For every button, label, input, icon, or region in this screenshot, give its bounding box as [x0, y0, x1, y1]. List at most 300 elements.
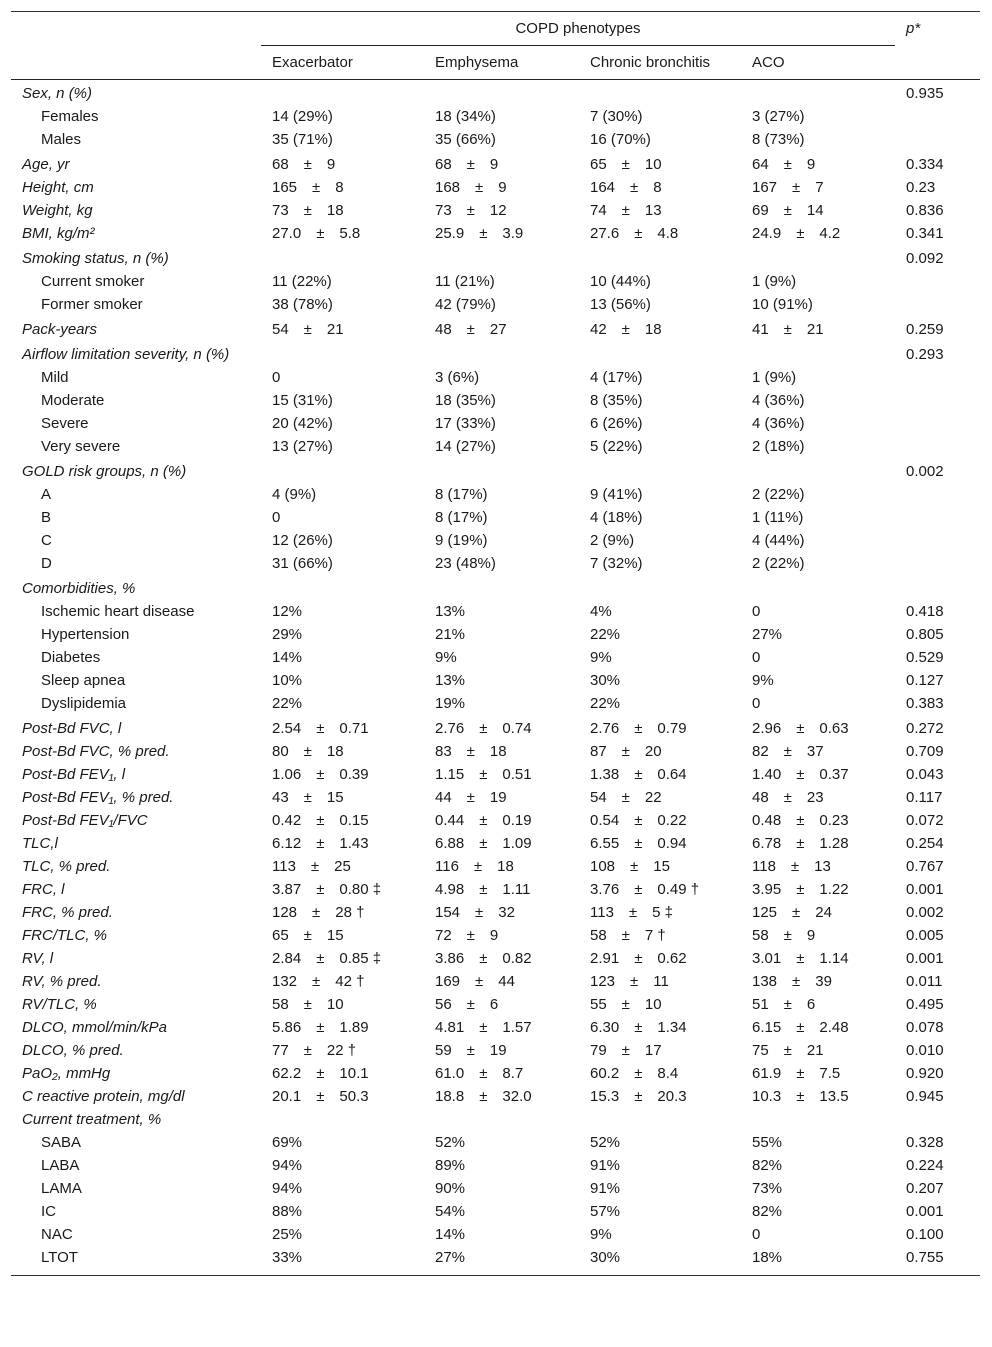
cell-emphysema: 3 (6%) — [435, 369, 480, 386]
table-row — [11, 506, 980, 529]
cell-exacerbator: 54 ± 21 — [272, 321, 344, 338]
cell-chronic-bronchitis — [579, 245, 741, 270]
cell-aco — [741, 458, 895, 483]
bottom-rule — [11, 1275, 980, 1276]
table-row — [11, 993, 980, 1016]
table-row — [11, 947, 980, 970]
cell-aco: 167 ± 7 — [752, 179, 824, 196]
cell-emphysema: 1.15 ± 0.51 — [435, 766, 532, 783]
cell-emphysema: 9 (19%) — [435, 532, 488, 549]
row-label: PaO₂, mmHg — [22, 1065, 111, 1082]
cell-emphysema: 61.0 ± 8.7 — [435, 1065, 524, 1082]
table-row — [11, 669, 980, 692]
cell-aco — [741, 80, 895, 106]
cell-p-value: 0.529 — [906, 649, 944, 666]
cell-emphysema: 13% — [435, 672, 466, 689]
cell-chronic-bronchitis: 6.30 ± 1.34 — [590, 1019, 687, 1036]
cell-exacerbator: 27.0 ± 5.8 — [272, 225, 361, 242]
table-row — [11, 1223, 980, 1246]
cell-p-value — [895, 128, 980, 151]
header-empty-cell — [11, 12, 261, 47]
cell-emphysema: 11 (21%) — [435, 273, 495, 290]
table-row — [11, 740, 980, 763]
cell-chronic-bronchitis: 3.76 ± 0.49 † — [590, 881, 700, 898]
cell-emphysema: 48 ± 27 — [435, 321, 507, 338]
table-row — [11, 366, 980, 389]
table-container — [11, 11, 980, 1276]
cell-exacerbator: 0 — [272, 509, 281, 526]
row-label: D — [41, 555, 52, 572]
table-row — [11, 786, 980, 809]
cell-p-value — [895, 389, 980, 412]
cell-aco: 3 (27%) — [752, 108, 805, 125]
table-row — [11, 1246, 980, 1275]
cell-p-value: 0.418 — [906, 603, 944, 620]
table-row — [11, 270, 980, 293]
row-label: FRC/TLC, % — [22, 927, 108, 944]
cell-aco: 10 (91%) — [752, 296, 813, 313]
cell-chronic-bronchitis: 91% — [590, 1180, 621, 1197]
cell-aco: 3.95 ± 1.22 — [752, 881, 849, 898]
table-row — [11, 1154, 980, 1177]
table-row — [11, 1200, 980, 1223]
cell-aco: 0 — [752, 603, 761, 620]
row-label: RV, % pred. — [22, 973, 102, 990]
cell-exacerbator: 22% — [272, 695, 303, 712]
row-label: TLC, % pred. — [22, 858, 111, 875]
column-header-aco: ACO — [752, 54, 785, 71]
cell-chronic-bronchitis: 15.3 ± 20.3 — [590, 1088, 687, 1105]
cell-aco: 82% — [752, 1157, 783, 1174]
table-row — [11, 341, 980, 366]
cell-aco: 1.40 ± 0.37 — [752, 766, 849, 783]
cell-p-value: 0.127 — [906, 672, 944, 689]
cell-chronic-bronchitis: 65 ± 10 — [590, 156, 662, 173]
cell-p-value: 0.259 — [906, 321, 944, 338]
copd-phenotypes-table — [11, 11, 980, 1275]
cell-chronic-bronchitis: 9% — [590, 1226, 612, 1243]
cell-aco: 61.9 ± 7.5 — [752, 1065, 841, 1082]
table-row — [11, 1177, 980, 1200]
cell-emphysema: 154 ± 32 — [435, 904, 515, 921]
table-row — [11, 412, 980, 435]
cell-exacerbator: 128 ± 28 † — [272, 904, 365, 921]
cell-emphysema: 13% — [435, 603, 466, 620]
table-row — [11, 1062, 980, 1085]
row-label: Comorbidities, % — [22, 580, 136, 597]
cell-chronic-bronchitis: 4% — [590, 603, 612, 620]
cell-aco: 2 (18%) — [752, 438, 805, 455]
cell-exacerbator: 132 ± 42 † — [272, 973, 365, 990]
cell-p-value: 0.092 — [906, 250, 944, 267]
cell-aco: 1 (11%) — [752, 509, 804, 526]
cell-p-value: 0.383 — [906, 695, 944, 712]
row-label: Post-Bd FEV₁, l — [22, 766, 126, 783]
cell-p-value: 0.010 — [906, 1042, 944, 1059]
cell-emphysema: 54% — [435, 1203, 466, 1220]
cell-emphysema: 19% — [435, 695, 466, 712]
group-header-cell — [261, 12, 895, 47]
table-row — [11, 1085, 980, 1108]
cell-chronic-bronchitis: 7 (32%) — [590, 555, 643, 572]
cell-aco: 3.01 ± 1.14 — [752, 950, 849, 967]
cell-p-value: 0.334 — [906, 156, 944, 173]
cell-emphysema: 59 ± 19 — [435, 1042, 507, 1059]
cell-emphysema: 18.8 ± 32.0 — [435, 1088, 532, 1105]
group-header: COPD phenotypes — [261, 12, 895, 46]
cell-chronic-bronchitis: 108 ± 15 — [590, 858, 670, 875]
cell-exacerbator: 13 (27%) — [272, 438, 333, 455]
cell-chronic-bronchitis: 4 (17%) — [590, 369, 643, 386]
table-body — [11, 80, 980, 1276]
cell-aco: 55% — [752, 1134, 783, 1151]
table-row — [11, 901, 980, 924]
cell-emphysema: 168 ± 9 — [435, 179, 507, 196]
cell-p-value: 0.043 — [906, 766, 944, 783]
table-row — [11, 199, 980, 222]
cell-exacerbator: 33% — [272, 1249, 303, 1266]
cell-chronic-bronchitis: 42 ± 18 — [590, 321, 662, 338]
table-row — [11, 552, 980, 575]
cell-aco: 0.48 ± 0.23 — [752, 812, 849, 829]
cell-chronic-bronchitis: 5 (22%) — [590, 438, 643, 455]
cell-chronic-bronchitis: 22% — [590, 626, 621, 643]
row-label: DLCO, % pred. — [22, 1042, 124, 1059]
cell-aco: 4 (36%) — [752, 415, 805, 432]
cell-p-value: 0.001 — [906, 1203, 944, 1220]
cell-aco: 1 (9%) — [752, 369, 797, 386]
row-label: Severe — [41, 415, 89, 432]
row-label: Smoking status, n (%) — [22, 250, 169, 267]
cell-exacerbator: 88% — [272, 1203, 303, 1220]
cell-aco — [741, 341, 895, 366]
cell-emphysema: 4.98 ± 1.11 — [435, 881, 531, 898]
cell-chronic-bronchitis: 52% — [590, 1134, 621, 1151]
cell-exacerbator: 25% — [272, 1226, 303, 1243]
cell-exacerbator — [261, 245, 424, 270]
cell-chronic-bronchitis: 123 ± 11 — [590, 973, 669, 990]
cell-aco — [741, 245, 895, 270]
cell-p-value: 0.328 — [906, 1134, 944, 1151]
table-row — [11, 646, 980, 669]
cell-emphysema: 21% — [435, 626, 466, 643]
cell-aco — [741, 575, 895, 600]
table-row — [11, 293, 980, 316]
row-label: Sleep apnea — [41, 672, 126, 689]
cell-exacerbator: 14 (29%) — [272, 108, 333, 125]
cell-aco: 69 ± 14 — [752, 202, 824, 219]
column-header-exacerbator: Exacerbator — [272, 54, 353, 71]
cell-emphysema: 116 ± 18 — [435, 858, 514, 875]
cell-exacerbator — [261, 1108, 424, 1131]
table-row — [11, 832, 980, 855]
row-label: Former smoker — [41, 296, 143, 313]
cell-emphysema: 56 ± 6 — [435, 996, 499, 1013]
cell-p-value: 0.341 — [906, 225, 944, 242]
cell-exacerbator: 11 (22%) — [272, 273, 332, 290]
cell-chronic-bronchitis: 55 ± 10 — [590, 996, 662, 1013]
cell-aco: 4 (44%) — [752, 532, 805, 549]
cell-p-value: 0.224 — [906, 1157, 944, 1174]
cell-emphysema: 68 ± 9 — [435, 156, 499, 173]
cell-p-value: 0.005 — [906, 927, 944, 944]
cell-exacerbator: 0.42 ± 0.15 — [272, 812, 369, 829]
cell-chronic-bronchitis: 22% — [590, 695, 621, 712]
cell-p-value — [895, 105, 980, 128]
cell-p-value: 0.254 — [906, 835, 944, 852]
table-row — [11, 715, 980, 740]
row-label: SABA — [41, 1134, 82, 1151]
cell-chronic-bronchitis: 60.2 ± 8.4 — [590, 1065, 679, 1082]
p-value-header: p* — [906, 20, 921, 37]
cell-exacerbator: 165 ± 8 — [272, 179, 344, 196]
cell-emphysema: 18 (35%) — [435, 392, 496, 409]
cell-p-value — [895, 575, 980, 600]
row-label: Females — [41, 108, 99, 125]
cell-emphysema: 89% — [435, 1157, 466, 1174]
cell-aco — [741, 1108, 895, 1131]
cell-aco: 0 — [752, 1226, 761, 1243]
cell-emphysema: 14 (27%) — [435, 438, 496, 455]
table-row — [11, 176, 980, 199]
cell-aco: 1 (9%) — [752, 273, 797, 290]
cell-aco: 6.78 ± 1.28 — [752, 835, 849, 852]
cell-chronic-bronchitis — [579, 341, 741, 366]
cell-p-value: 0.836 — [906, 202, 944, 219]
cell-p-value — [895, 270, 980, 293]
cell-exacerbator: 12% — [272, 603, 303, 620]
row-label: Height, cm — [22, 179, 94, 196]
row-label: RV, l — [22, 950, 54, 967]
cell-aco: 82% — [752, 1203, 783, 1220]
table-row — [11, 222, 980, 245]
cell-exacerbator: 113 ± 25 — [272, 858, 351, 875]
table-row — [11, 1108, 980, 1131]
cell-chronic-bronchitis — [579, 575, 741, 600]
cell-exacerbator: 77 ± 22 † — [272, 1042, 357, 1059]
cell-chronic-bronchitis: 1.38 ± 0.64 — [590, 766, 687, 783]
cell-exacerbator: 2.54 ± 0.71 — [272, 720, 369, 737]
cell-exacerbator: 35 (71%) — [272, 131, 333, 148]
cell-p-value — [895, 435, 980, 458]
cell-p-value: 0.001 — [906, 881, 944, 898]
cell-p-value: 0.002 — [906, 904, 944, 921]
cell-chronic-bronchitis: 10 (44%) — [590, 273, 651, 290]
cell-exacerbator: 94% — [272, 1157, 303, 1174]
cell-exacerbator: 80 ± 18 — [272, 743, 344, 760]
cell-exacerbator: 29% — [272, 626, 303, 643]
cell-p-value: 0.293 — [906, 346, 944, 363]
cell-chronic-bronchitis: 57% — [590, 1203, 621, 1220]
cell-emphysema — [424, 575, 579, 600]
row-label: TLC,l — [22, 835, 58, 852]
cell-chronic-bronchitis: 9 (41%) — [590, 486, 643, 503]
table-row — [11, 970, 980, 993]
cell-p-value: 0.767 — [906, 858, 944, 875]
cell-emphysema: 52% — [435, 1134, 466, 1151]
cell-emphysema: 73 ± 12 — [435, 202, 507, 219]
cell-emphysema — [424, 80, 579, 106]
table-row — [11, 1039, 980, 1062]
table-row — [11, 878, 980, 901]
cell-emphysema — [424, 245, 579, 270]
table-row — [11, 435, 980, 458]
header-row-columns — [11, 46, 980, 80]
cell-aco: 125 ± 24 — [752, 904, 832, 921]
cell-exacerbator: 0 — [272, 369, 281, 386]
row-label: Moderate — [41, 392, 105, 409]
row-label: Hypertension — [41, 626, 130, 643]
cell-chronic-bronchitis: 13 (56%) — [590, 296, 651, 313]
cell-p-value: 0.001 — [906, 950, 944, 967]
row-label: FRC, % pred. — [22, 904, 113, 921]
cell-chronic-bronchitis: 27.6 ± 4.8 — [590, 225, 679, 242]
row-label: Pack-years — [22, 321, 98, 338]
cell-chronic-bronchitis: 9% — [590, 649, 612, 666]
cell-exacerbator — [261, 341, 424, 366]
cell-p-value: 0.078 — [906, 1019, 944, 1036]
cell-emphysema: 17 (33%) — [435, 415, 496, 432]
table-row — [11, 245, 980, 270]
cell-p-value — [895, 529, 980, 552]
row-label: NAC — [41, 1226, 73, 1243]
row-label: LABA — [41, 1157, 80, 1174]
cell-aco: 73% — [752, 1180, 783, 1197]
cell-emphysema: 8 (17%) — [435, 486, 488, 503]
cell-p-value — [895, 1108, 980, 1131]
table-row — [11, 105, 980, 128]
cell-chronic-bronchitis: 7 (30%) — [590, 108, 643, 125]
cell-exacerbator: 65 ± 15 — [272, 927, 344, 944]
cell-emphysema: 9% — [435, 649, 457, 666]
cell-emphysema: 42 (79%) — [435, 296, 496, 313]
cell-p-value: 0.920 — [906, 1065, 944, 1082]
cell-aco: 58 ± 9 — [752, 927, 816, 944]
row-label: Mild — [41, 369, 69, 386]
cell-exacerbator: 14% — [272, 649, 303, 666]
cell-exacerbator: 5.86 ± 1.89 — [272, 1019, 369, 1036]
cell-p-value — [895, 506, 980, 529]
table-row — [11, 1016, 980, 1039]
row-label: Post-Bd FEV₁/FVC — [22, 812, 148, 829]
cell-aco: 9% — [752, 672, 774, 689]
cell-exacerbator: 68 ± 9 — [272, 156, 336, 173]
table-row — [11, 924, 980, 947]
cell-p-value: 0.272 — [906, 720, 944, 737]
cell-p-value: 0.755 — [906, 1249, 944, 1266]
cell-exacerbator: 73 ± 18 — [272, 202, 344, 219]
cell-aco: 8 (73%) — [752, 131, 805, 148]
row-label: Post-Bd FVC, l — [22, 720, 122, 737]
cell-chronic-bronchitis: 74 ± 13 — [590, 202, 662, 219]
cell-chronic-bronchitis: 91% — [590, 1157, 621, 1174]
table-row — [11, 316, 980, 341]
cell-exacerbator: 43 ± 15 — [272, 789, 344, 806]
row-label: Current smoker — [41, 273, 145, 290]
cell-aco: 6.15 ± 2.48 — [752, 1019, 849, 1036]
row-label: RV/TLC, % — [22, 996, 97, 1013]
row-label: B — [41, 509, 52, 526]
cell-exacerbator: 1.06 ± 0.39 — [272, 766, 369, 783]
cell-chronic-bronchitis — [579, 458, 741, 483]
cell-chronic-bronchitis: 6.55 ± 0.94 — [590, 835, 687, 852]
cell-exacerbator — [261, 458, 424, 483]
row-label: GOLD risk groups, n (%) — [22, 463, 187, 480]
cell-aco: 27% — [752, 626, 783, 643]
table-row — [11, 809, 980, 832]
column-header-emphysema: Emphysema — [435, 54, 519, 71]
cell-p-value: 0.945 — [906, 1088, 944, 1105]
cell-p-value: 0.935 — [906, 85, 944, 102]
table-row — [11, 623, 980, 646]
table-row — [11, 692, 980, 715]
cell-p-value: 0.011 — [906, 973, 943, 990]
cell-exacerbator — [261, 575, 424, 600]
cell-chronic-bronchitis: 113 ± 5 ‡ — [590, 904, 673, 921]
table-row — [11, 128, 980, 151]
table-row — [11, 458, 980, 483]
cell-exacerbator: 31 (66%) — [272, 555, 333, 572]
table-row — [11, 763, 980, 786]
table-row — [11, 855, 980, 878]
cell-chronic-bronchitis: 16 (70%) — [590, 131, 651, 148]
cell-exacerbator: 20.1 ± 50.3 — [272, 1088, 369, 1105]
cell-p-value: 0.100 — [906, 1226, 944, 1243]
cell-emphysema: 27% — [435, 1249, 466, 1266]
table-row — [11, 1131, 980, 1154]
cell-emphysema: 83 ± 18 — [435, 743, 507, 760]
cell-aco: 64 ± 9 — [752, 156, 816, 173]
cell-emphysema: 72 ± 9 — [435, 927, 499, 944]
cell-chronic-bronchitis: 4 (18%) — [590, 509, 643, 526]
cell-p-value: 0.002 — [906, 463, 944, 480]
cell-exacerbator: 20 (42%) — [272, 415, 333, 432]
cell-aco: 2.96 ± 0.63 — [752, 720, 849, 737]
cell-aco: 118 ± 13 — [752, 858, 831, 875]
cell-exacerbator: 2.84 ± 0.85 ‡ — [272, 950, 382, 967]
cell-aco: 4 (36%) — [752, 392, 805, 409]
cell-emphysema: 25.9 ± 3.9 — [435, 225, 524, 242]
cell-chronic-bronchitis: 0.54 ± 0.22 — [590, 812, 687, 829]
cell-p-value — [895, 483, 980, 506]
row-label: Diabetes — [41, 649, 101, 666]
row-label: Current treatment, % — [22, 1111, 162, 1128]
cell-p-value — [895, 293, 980, 316]
row-label: Sex, n (%) — [22, 85, 93, 102]
row-label: IC — [41, 1203, 56, 1220]
row-label: Post-Bd FVC, % pred. — [22, 743, 170, 760]
header-row-group — [11, 12, 980, 47]
row-label: Airflow limitation severity, n (%) — [22, 346, 230, 363]
cell-aco: 0 — [752, 649, 761, 666]
cell-exacerbator: 12 (26%) — [272, 532, 333, 549]
cell-p-value: 0.805 — [906, 626, 944, 643]
cell-chronic-bronchitis: 2.76 ± 0.79 — [590, 720, 687, 737]
row-label: A — [41, 486, 52, 503]
cell-chronic-bronchitis — [579, 80, 741, 106]
cell-emphysema: 23 (48%) — [435, 555, 496, 572]
cell-exacerbator: 10% — [272, 672, 303, 689]
row-label: Very severe — [41, 438, 121, 455]
cell-emphysema — [424, 1108, 579, 1131]
header-empty-cell — [895, 46, 980, 80]
cell-aco: 75 ± 21 — [752, 1042, 824, 1059]
cell-emphysema: 90% — [435, 1180, 466, 1197]
cell-exacerbator: 3.87 ± 0.80 ‡ — [272, 881, 382, 898]
cell-aco: 51 ± 6 — [752, 996, 816, 1013]
row-label: C — [41, 532, 52, 549]
cell-exacerbator: 38 (78%) — [272, 296, 333, 313]
